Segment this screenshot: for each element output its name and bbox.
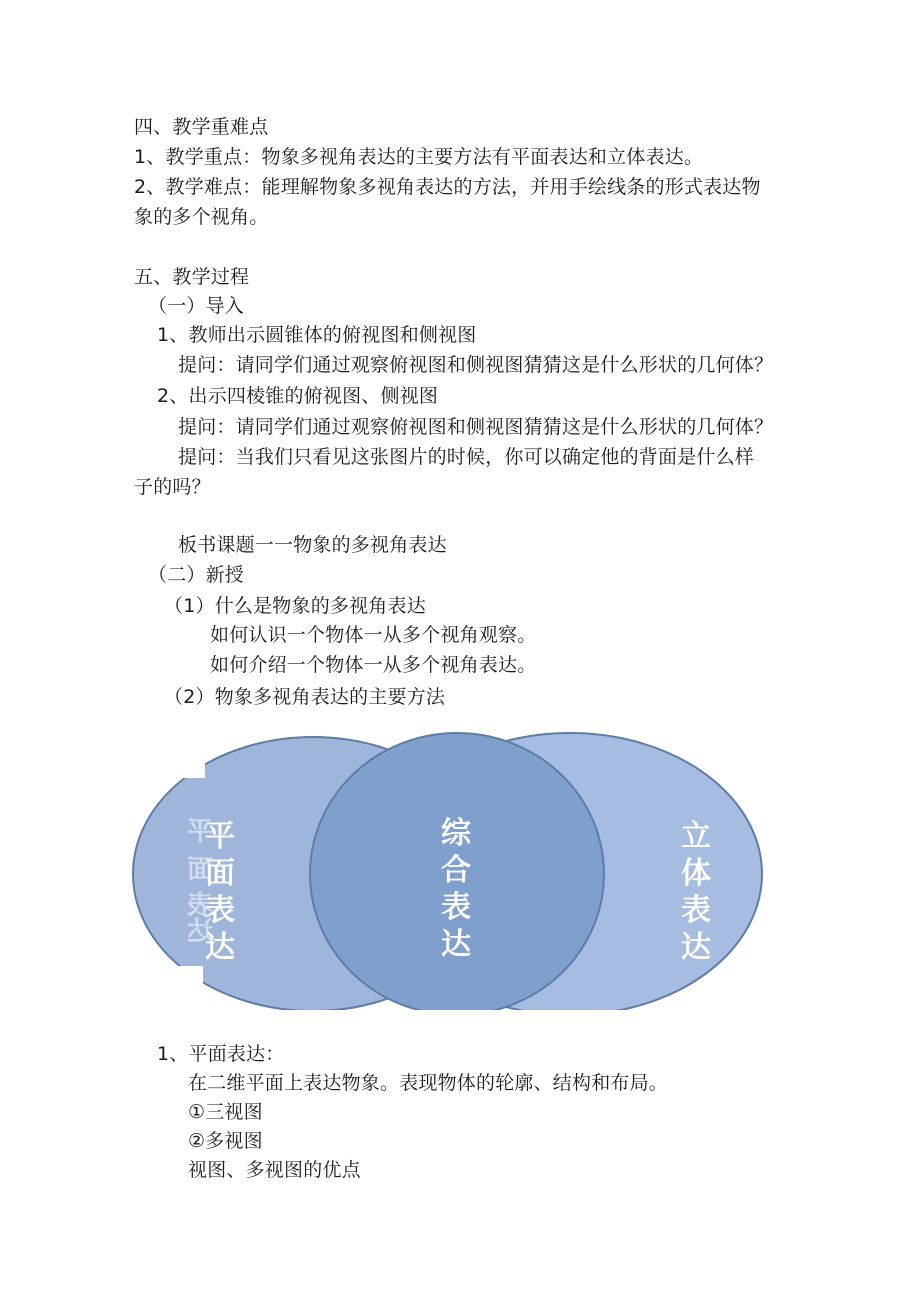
board-title: 板书课题一一物象的多视角表达	[178, 534, 447, 556]
intro-step-1-question: 提问：请同学们通过观察俯视图和侧视图猜猜这是什么形状的几何体？	[178, 354, 774, 376]
intro-step-1: 1、教师出示圆锥体的俯视图和侧视图	[157, 324, 477, 346]
flat-item-3: 视图、多视图的优点	[188, 1159, 361, 1181]
flat-description: 在二维平面上表达物象。表现物体的轮廓、结构和布局。	[188, 1072, 669, 1094]
venn-left-char-2: 面	[205, 856, 235, 891]
venn-center-char-1: 综	[441, 816, 471, 851]
venn-right-char-1: 立	[681, 819, 711, 854]
venn-mask-top-right	[717, 728, 775, 772]
new-lesson-heading: （二）新授	[148, 564, 245, 586]
intro-heading: （一）导入	[148, 295, 245, 317]
new-lesson-item-2: （2）物象多视角表达的主要方法	[164, 686, 446, 708]
venn-left-char-4: 达	[205, 930, 235, 965]
venn-right-char-3: 表	[681, 893, 711, 928]
venn-right-char-2: 体	[681, 856, 711, 891]
intro-step-2: 2、出示四棱锥的俯视图、侧视图	[157, 385, 439, 407]
venn-mask-bottom-right	[719, 968, 775, 1028]
new-lesson-item-1-line2: 如何介绍一个物体一从多个视角表达。	[210, 654, 537, 676]
section-4-heading: 四、教学重难点	[134, 116, 269, 138]
venn-left-ghost-char-4: 达	[186, 917, 213, 947]
venn-left-ghost-char-1: 平	[186, 817, 213, 847]
section-5-heading: 五、教学过程	[134, 266, 250, 288]
flat-item-2: ②多视图	[188, 1130, 263, 1152]
venn-mask-bottom-left	[125, 966, 203, 1028]
venn-center-char-2: 合	[441, 853, 471, 888]
new-lesson-item-1: （1）什么是物象的多视角表达	[164, 595, 426, 617]
new-lesson-item-1-line1: 如何认识一个物体一从多个视角观察。	[210, 624, 537, 646]
venn-right-char-4: 达	[681, 930, 711, 965]
difficulty-text-line1: 2、教学难点：能理解物象多视角表达的方法，并用手绘线条的形式表达物	[134, 176, 761, 198]
venn-diagram	[125, 728, 775, 1028]
flat-item-1: ①三视图	[188, 1101, 263, 1123]
intro-step-2-question: 提问：请同学们通过观察俯视图和侧视图猜猜这是什么形状的几何体？	[178, 416, 774, 438]
venn-left-ghost-char-2: 面	[186, 855, 213, 885]
venn-center-char-4: 达	[441, 927, 471, 962]
venn-mask-bottom-strip	[195, 1010, 715, 1028]
venn-mask-top-left	[125, 728, 205, 778]
intro-step-2-question2-line1: 提问：当我们只看见这张图片的时候，你可以确定他的背面是什么样	[178, 446, 755, 468]
intro-step-2-question2-line2: 子的吗？	[134, 476, 211, 498]
venn-left-char-1: 平	[205, 819, 235, 854]
key-point-text: 1、教学重点：物象多视角表达的主要方法有平面表达和立体表达。	[134, 146, 704, 168]
difficulty-text-line2: 象的多个视角。	[134, 206, 269, 228]
venn-left-char-3: 表	[205, 893, 235, 928]
flat-heading: 1、平面表达：	[157, 1043, 285, 1065]
venn-left-ghost-char-3: 表	[186, 891, 213, 921]
venn-center-char-3: 表	[441, 890, 471, 925]
